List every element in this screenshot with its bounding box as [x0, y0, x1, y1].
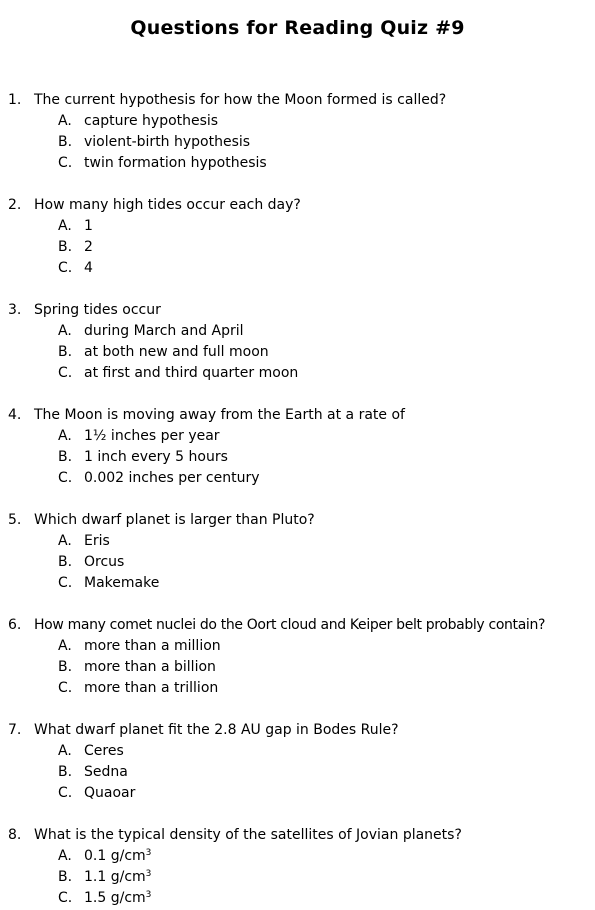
- question-number: 7.: [8, 722, 22, 738]
- option-letter: A.: [58, 218, 72, 234]
- question-text-row: [8, 300, 593, 321]
- question-text: How many high tides occur each day?: [34, 197, 301, 213]
- question-text: How many comet nuclei do the Oort cloud and Keiper belt probably contain?: [34, 617, 546, 633]
- question-number: 8.: [8, 827, 22, 843]
- answer-option: [8, 846, 593, 867]
- question-text: Spring tides occur: [34, 302, 161, 318]
- option-letter: B.: [58, 554, 73, 570]
- answer-option: [8, 573, 593, 594]
- answer-option: [8, 153, 593, 174]
- question-8: [8, 825, 593, 909]
- option-letter: A.: [58, 848, 72, 864]
- answer-option: [8, 867, 593, 888]
- superscript-exponent: 3: [145, 890, 152, 900]
- option-letter: C.: [58, 890, 73, 906]
- answer-option: [8, 888, 593, 909]
- option-text: violent-birth hypothesis: [84, 134, 251, 150]
- question-text: Which dwarf planet is larger than Pluto?: [34, 512, 315, 528]
- question-text-row: [8, 720, 593, 741]
- option-letter: A.: [58, 638, 72, 654]
- option-letter: B.: [58, 764, 73, 780]
- option-text: 1: [84, 218, 93, 234]
- option-letter: B.: [58, 134, 73, 150]
- question-text-row: [8, 615, 593, 636]
- answer-option: [8, 216, 593, 237]
- answer-option: [8, 468, 593, 489]
- option-text: capture hypothesis: [84, 113, 219, 129]
- answer-option: [8, 741, 593, 762]
- option-letter: B.: [58, 869, 73, 885]
- answer-option: [8, 111, 593, 132]
- option-text: Sedna: [84, 764, 128, 780]
- answer-option: [8, 447, 593, 468]
- question-5: [8, 510, 593, 594]
- answer-option: [8, 783, 593, 804]
- question-4: [8, 405, 593, 489]
- option-text: Quaoar: [84, 785, 136, 801]
- question-1: [8, 90, 593, 174]
- option-text: 4: [84, 260, 93, 276]
- option-letter: C.: [58, 470, 73, 486]
- page-title: Questions for Reading Quiz #9: [130, 17, 465, 39]
- question-text: What is the typical density of the satellites of Jovian planets?: [34, 827, 462, 843]
- option-text: more than a million: [84, 638, 221, 654]
- option-letter: A.: [58, 323, 72, 339]
- answer-option: [8, 258, 593, 279]
- option-letter: A.: [58, 428, 72, 444]
- option-letter: B.: [58, 449, 73, 465]
- option-letter: B.: [58, 239, 73, 255]
- option-text: 1½ inches per year: [84, 428, 220, 444]
- option-letter: A.: [58, 113, 72, 129]
- option-letter: C.: [58, 785, 73, 801]
- answer-option: [8, 552, 593, 573]
- question-number: 4.: [8, 407, 22, 423]
- option-letter: C.: [58, 575, 73, 591]
- question-text-row: [8, 90, 593, 111]
- option-text: Makemake: [84, 575, 160, 591]
- option-text: Orcus: [84, 554, 125, 570]
- question-number: 2.: [8, 197, 22, 213]
- option-text: 1.1 g/cm: [84, 869, 146, 885]
- option-text: twin formation hypothesis: [84, 155, 267, 171]
- superscript-exponent: 3: [145, 848, 152, 858]
- option-letter: B.: [58, 659, 73, 675]
- answer-option: [8, 636, 593, 657]
- option-text: 0.1 g/cm: [84, 848, 146, 864]
- option-letter: A.: [58, 533, 72, 549]
- question-text: What dwarf planet fit the 2.8 AU gap in Bodes Rule?: [34, 722, 399, 738]
- option-text: at first and third quarter moon: [84, 365, 299, 381]
- option-text: during March and April: [84, 323, 244, 339]
- answer-option: [8, 237, 593, 258]
- question-number: 5.: [8, 512, 22, 528]
- answer-option: [8, 531, 593, 552]
- question-text-row: [8, 405, 593, 426]
- question-number: 1.: [8, 92, 22, 108]
- answer-option: [8, 678, 593, 699]
- question-number: 3.: [8, 302, 22, 318]
- option-text: 0.002 inches per century: [84, 470, 260, 486]
- answer-option: [8, 426, 593, 447]
- option-letter: A.: [58, 743, 72, 759]
- option-text: more than a trillion: [84, 680, 219, 696]
- answer-option: [8, 657, 593, 678]
- superscript-exponent: 3: [145, 869, 152, 879]
- answer-option: [8, 342, 593, 363]
- option-text: 1 inch every 5 hours: [84, 449, 228, 465]
- question-2: [8, 195, 593, 279]
- option-letter: C.: [58, 155, 73, 171]
- option-letter: C.: [58, 260, 73, 276]
- question-7: [8, 720, 593, 804]
- answer-option: [8, 132, 593, 153]
- question-text: The Moon is moving away from the Earth at a rate of: [34, 407, 405, 423]
- option-text: Eris: [84, 533, 110, 549]
- option-letter: C.: [58, 680, 73, 696]
- option-text: at both new and full moon: [84, 344, 269, 360]
- question-3: [8, 300, 593, 384]
- option-text: 1.5 g/cm: [84, 890, 146, 906]
- question-text-row: [8, 195, 593, 216]
- question-text-row: [8, 825, 593, 846]
- option-text: 2: [84, 239, 93, 255]
- answer-option: [8, 762, 593, 783]
- option-letter: C.: [58, 365, 73, 381]
- option-letter: B.: [58, 344, 73, 360]
- question-number: 6.: [8, 617, 22, 633]
- option-text: Ceres: [84, 743, 124, 759]
- question-text: The current hypothesis for how the Moon formed is called?: [34, 92, 447, 108]
- answer-option: [8, 363, 593, 384]
- question-text-row: [8, 510, 593, 531]
- option-text: more than a billion: [84, 659, 216, 675]
- question-6: [8, 615, 593, 699]
- answer-option: [8, 321, 593, 342]
